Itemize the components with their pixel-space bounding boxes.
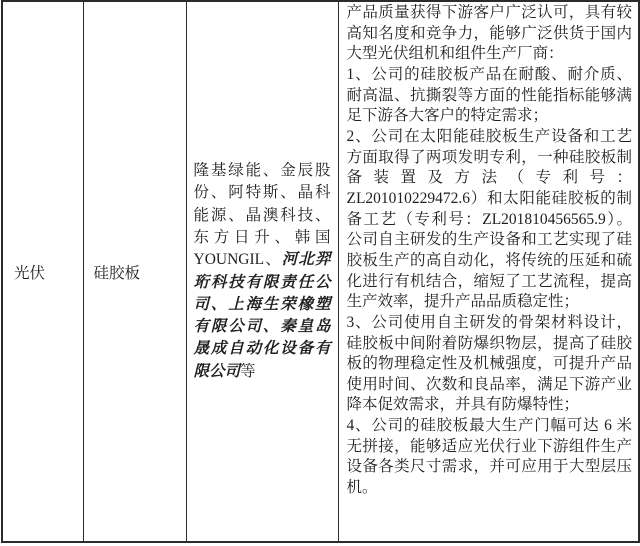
supplier-info-table — [1, 0, 640, 543]
product-label: 硅胶板 — [93, 264, 141, 282]
industry-label: 光伏 — [14, 264, 46, 282]
customers-emphasized-text: 河北羿珩科技有限责任公司、上海生荣橡塑有限公司、秦皇岛晟成自动化设备有限公司 — [193, 251, 331, 380]
customers-regular-text: 隆基绿能、金辰股份、阿特斯、晶科能源、晶澳科技、东方日升、韩国YOUNGIL、 — [193, 162, 331, 269]
description-cell — [338, 1, 639, 542]
industry-cell — [2, 1, 83, 542]
customers-suffix-text: 等 — [240, 362, 256, 380]
description-paragraph-intro: 产品质量获得下游客户广泛认可，具有较高知名度和竞争力，能够广泛供货于国内大型光伏组机和组件生产厂商： — [346, 4, 632, 63]
description-paragraph-3: 3、公司使用自主研发的骨架材料设计，硅胶板中间附着防爆织物层，提高了硅胶板的物理稳定性及机械强度，可提升产品使用时间、次数和良品率，满足下游产业降本促效需求，并具有防爆特性； — [346, 313, 632, 414]
description-paragraph-2: 2、公司在太阳能硅胶板生产设备和工艺方面取得了两项发明专利，一种硅胶板制备装置及方法（专利号：ZL201010229472.6）和太阳能硅胶板的制备工艺（专利号：ZL201810456565.9）。公司自主研发的生产设备和工艺实现了硅胶板生产的高自动化，将传统的压延和硫化进行有机结合，缩短了工艺流程，提高生产效率，提升产品品质稳定性； — [346, 127, 632, 311]
description-paragraph-4: 4、公司的硅胶板最大生产门幅可达 6 米无拼接，能够适应光伏行业下游组件生产设备各类尺寸需求，并可应用于大型层压机。 — [346, 417, 632, 497]
product-cell — [83, 1, 186, 542]
description-paragraph-1: 1、公司的硅胶板产品在耐酸、耐介质、耐高温、抗撕裂等方面的性能指标能够满足下游各大客户的特定需求； — [346, 65, 632, 125]
table-row — [2, 1, 639, 542]
customers-cell — [186, 1, 338, 542]
